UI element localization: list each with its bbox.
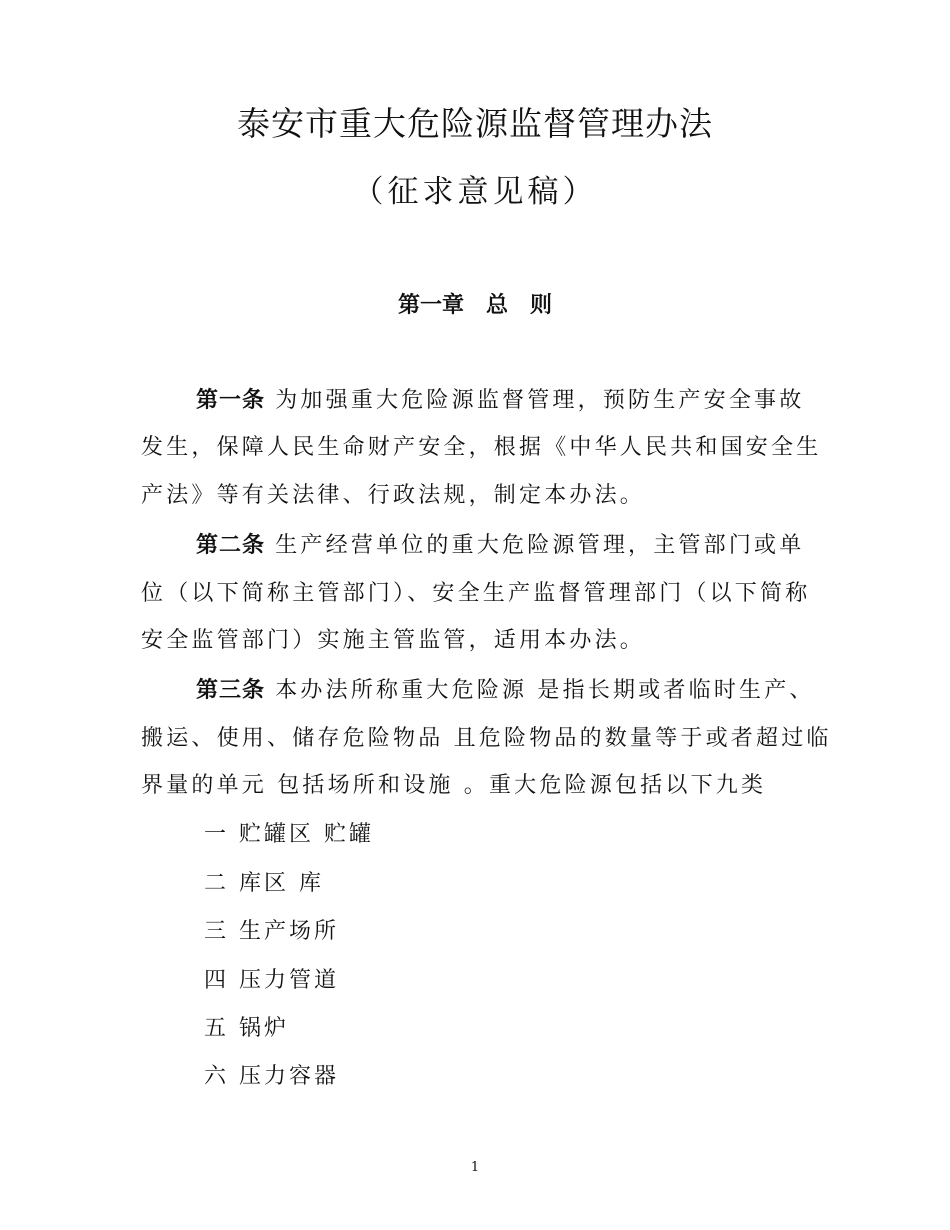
article-2-line-1 xyxy=(196,531,804,561)
article-1-line-1 xyxy=(196,386,804,416)
chapter-heading: 第一章 总 则 xyxy=(397,293,552,318)
article-2-text-1: 生产经营单位的重大危险源管理，主管部门或单 xyxy=(275,533,805,558)
article-3-line-2: 搬运、使用、储存危险物品 且危险物品的数量等于或者超过临 xyxy=(141,726,832,751)
article-2-line-3: 安全监管部门）实施主管监管，适用本办法。 xyxy=(141,628,646,653)
document-subtitle: （征求意见稿） xyxy=(352,174,598,210)
list-item: 一 贮罐区 贮罐 xyxy=(204,822,374,847)
article-1-label: 第一条 xyxy=(196,388,266,413)
article-1-line-3: 产法》等有关法律、行政法规，制定本办法。 xyxy=(141,483,646,508)
article-3-text-1: 本办法所称重大危险源 是指长期或者临时生产、 xyxy=(275,678,815,703)
article-3-line-3: 界量的单元 包括场所和设施 。重大危险源包括以下九类 xyxy=(141,773,767,798)
list-item: 三 生产场所 xyxy=(204,919,339,944)
list-item: 二 库区 库 xyxy=(204,871,324,896)
article-1-text-1: 为加强重大危险源监督管理，预防生产安全事故 xyxy=(275,388,805,413)
article-3-label: 第三条 xyxy=(196,678,266,703)
article-1-line-2: 发生，保障人民生命财产安全，根据《中华人民共和国安全生 xyxy=(141,435,822,460)
list-item: 四 压力管道 xyxy=(204,968,339,993)
page-number: 1 xyxy=(470,1160,480,1175)
list-item: 六 压力容器 xyxy=(204,1064,339,1089)
article-2-label: 第二条 xyxy=(196,533,266,558)
document-title: 泰安市重大危险源监督管理办法 xyxy=(237,104,713,143)
article-2-line-2: 位（以下简称主管部门）、安全生产监督管理部门（以下简称 xyxy=(141,581,811,606)
list-item: 五 锅炉 xyxy=(204,1016,289,1041)
article-3-line-1 xyxy=(196,676,815,706)
